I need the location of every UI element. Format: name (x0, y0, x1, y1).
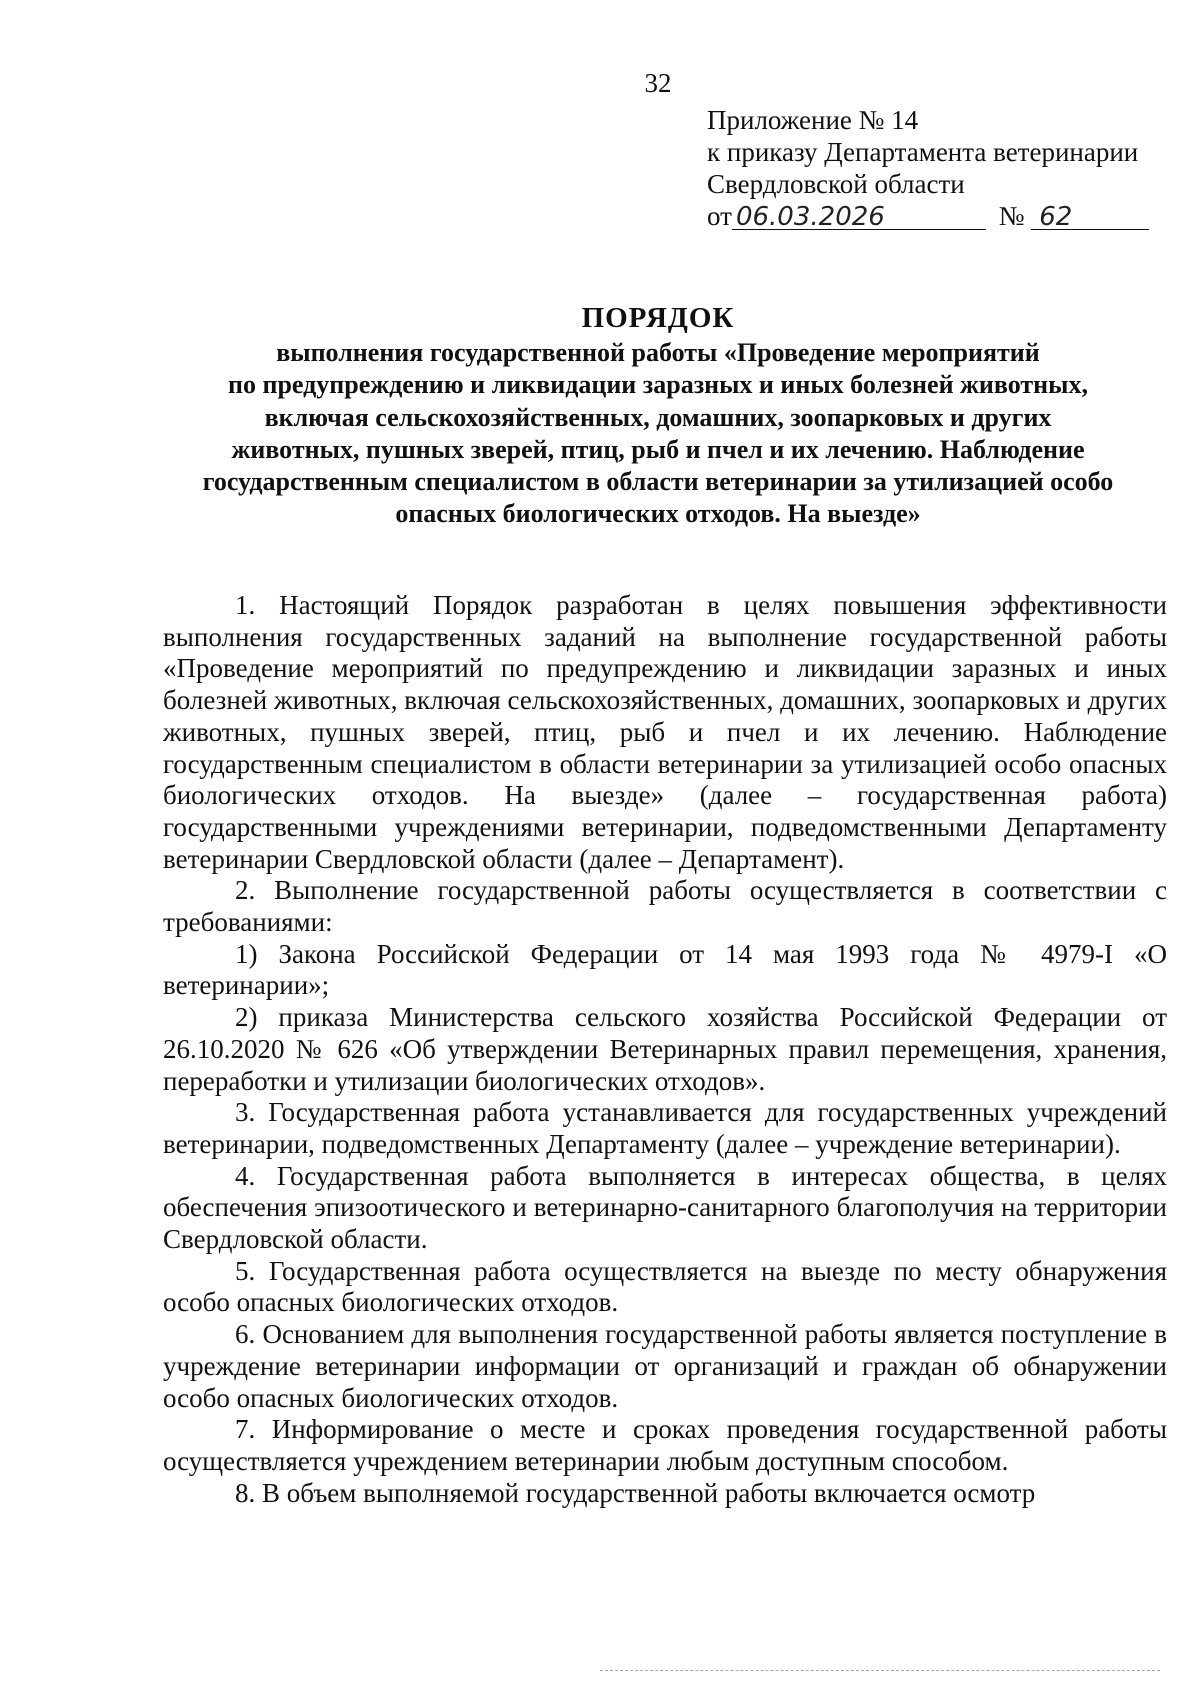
page-number: 32 (644, 68, 672, 98)
paragraph: 2) приказа Министерства сельского хозяйства Российской Федерации от 26.10.2020 № 626 «Об утверждении Ветеринарных правил перемещения, хранения, переработки и утилизации биологических отходов». (163, 1002, 1167, 1096)
document-subtitle (150, 337, 1166, 531)
paragraph: 4. Государственная работа выполняется в интересах общества, в целях обеспечения эпизоотического и ветеринарно-санитарного благополучия на территории Свердловской области. (163, 1160, 1167, 1255)
paragraph: 7. Информирование о месте и сроках проведения государственной работы осуществляется учреждением ветеринарии любым доступным способом. (163, 1414, 1167, 1476)
subtitle-line: опасных биологических отходов. На выезде» (395, 499, 921, 529)
paragraph: 1) Закона Российской Федерации от 14 мая 1993 года № 4979-I «О ветеринарии»; (163, 938, 1167, 1001)
handwritten-number: 62 (1031, 201, 1149, 230)
appendix-region: Свердловской области (707, 169, 965, 199)
number-prefix: № (998, 201, 1025, 231)
document-title-block (150, 300, 1166, 531)
subtitle-line: по предупреждению и ликвидации заразных и иных болезней животных, (228, 370, 1088, 400)
date-prefix: от (707, 201, 732, 231)
paragraph: 5. Государственная работа осуществляется на выезде по месту обнаружения особо опасных биологических отходов. (163, 1255, 1167, 1318)
document-title: ПОРЯДОК (581, 302, 735, 334)
appendix-order-ref: к приказу Департамента ветеринарии (707, 137, 1139, 167)
paragraph: 6. Основанием для выполнения государственной работы является поступление в учреждение ветеринарии информации от организаций и граждан об обнаружении особо опасных биологических отходов. (163, 1319, 1167, 1413)
subtitle-line: животных, пушных зверей, птиц, рыб и пчел и их лечению. Наблюдение (231, 434, 1085, 464)
appendix-header (707, 104, 1149, 232)
paragraph: 1. Настоящий Порядок разработан в целях повышения эффективности выполнения государственных заданий на выполнение государственной работы «Проведение мероприятий по предупреждению и ликвидации заразных и иных болезней животных, включая сельскохозяйственных, домашних, зоопарковых и других животных, пушных зверей, птиц, рыб и пчел и их лечению. Наблюдение государственным специалистом в области ветеринарии за утилизацией особо опасных биологических отходов. На выезде» (далее – государственная работа) государственными учреждениями ветеринарии, подведомственными Департаменту ветеринарии Свердловской области (далее – Департамент). (163, 590, 1167, 874)
appendix-title: Приложение № 14 (707, 105, 919, 135)
handwritten-date: 06.03.2026 (732, 201, 986, 230)
subtitle-line: выполнения государственной работы «Проведение мероприятий (276, 338, 1040, 367)
document-body (163, 590, 1167, 1509)
scan-footer-line (600, 1670, 1160, 1671)
subtitle-line: включая сельскохозяйственных, домашних, зоопарковых и других (264, 402, 1052, 432)
paragraph: 8. В объем выполняемой государственной работы включается осмотр (235, 1477, 1036, 1508)
paragraph: 2. Выполнение государственной работы осуществляется в соответствии с требованиями: (163, 875, 1167, 938)
paragraph: 3. Государственная работа устанавливается для государственных учреждений ветеринарии, подведомственных Департаменту (далее – учреждение ветеринарии). (163, 1097, 1167, 1159)
appendix-date-number-line (707, 200, 1149, 232)
subtitle-line: государственным специалистом в области ветеринарии за утилизацией особо (202, 467, 1114, 497)
